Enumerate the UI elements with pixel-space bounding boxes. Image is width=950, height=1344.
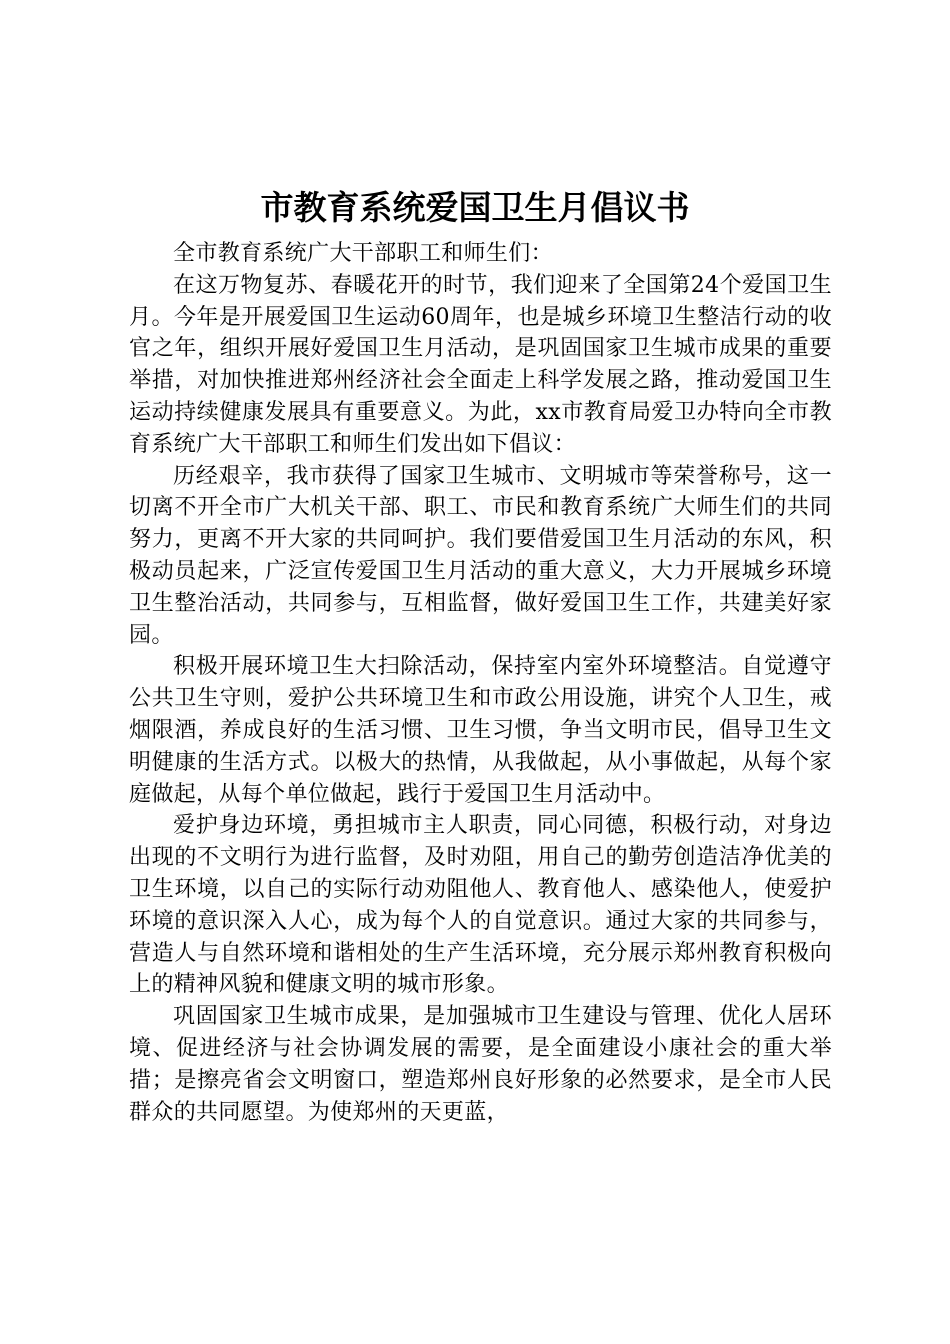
body-paragraph: 爱护身边环境，勇担城市主人职责，同心同德，积极行动，对身边出现的不文明行为进行监督，及时劝阻，用自己的勤劳创造洁净优美的卫生环境，以自己的实际行动劝阻他人、教育他人、感染他人，使爱护环境的意识深入人心，成为每个人的自觉意识。通过大家的共同参与，营造人与自然环境和谐相处的生产生活环境，充分展示郑州教育积极向上的精神风貌和健康文明的城市形象。 xyxy=(129,813,832,998)
document-title: 市教育系统爱国卫生月倡议书 xyxy=(260,188,690,227)
body-paragraph: 在这万物复苏、春暖花开的时节，我们迎来了全国第24个爱国卫生月。今年是开展爱国卫生运动60周年，也是城乡环境卫生整洁行动的收官之年，组织开展好爱国卫生月活动，是巩固国家卫生城市成果的重要举措，对加快推进郑州经济社会全面走上科学发展之路，推动爱国卫生运动持续健康发展具有重要意义。为此，xx市教育局爱卫办特向全市教育系统广大干部职工和师生们发出如下倡议： xyxy=(129,272,832,457)
body-paragraph: 巩固国家卫生城市成果，是加强城市卫生建设与管理、优化人居环境、促进经济与社会协调发展的需要，是全面建设小康社会的重大举措；是擦亮省会文明窗口，塑造郑州良好形象的必然要求，是全市人民群众的共同愿望。为使郑州的天更蓝， xyxy=(129,1004,832,1125)
document-body xyxy=(129,238,832,1128)
body-paragraph: 积极开展环境卫生大扫除活动，保持室内室外环境整洁。自觉遵守公共卫生守则，爱护公共环境卫生和市政公用设施，讲究个人卫生，戒烟限酒，养成良好的生活习惯、卫生习惯，争当文明市民，倡导卫生文明健康的生活方式。以极大的热情，从我做起，从小事做起，从每个家庭做起，从每个单位做起，践行于爱国卫生月活动中。 xyxy=(129,654,832,807)
salutation-paragraph: 全市教育系统广大干部职工和师生们： xyxy=(173,241,553,266)
body-paragraph: 历经艰辛，我市获得了国家卫生城市、文明城市等荣誉称号，这一切离不开全市广大机关干部、职工、市民和教育系统广大师生们的共同努力，更离不开大家的共同呵护。我们要借爱国卫生月活动的东风，积极动员起来，广泛宣传爱国卫生月活动的重大意义，大力开展城乡环境卫生整治活动，共同参与，互相监督，做好爱国卫生工作，共建美好家园。 xyxy=(129,463,832,648)
